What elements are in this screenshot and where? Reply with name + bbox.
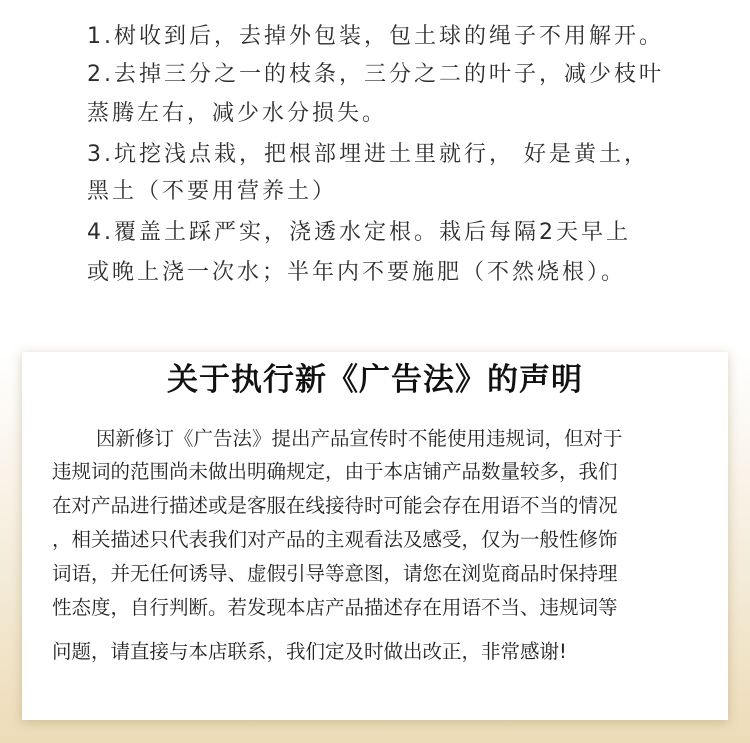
step-2-line-1: 2.去掉三分之一的枝条，三分之二的叶子，减少枝叶: [87, 62, 664, 87]
statement-line-4: ，相关描述只代表我们对产品的主观看法及感受，仅为一般性修饰: [52, 528, 618, 551]
step-4-line-1: 4.覆盖土踩严实，浇透水定根。栽后每隔2天早上: [87, 220, 631, 245]
step-3-line-1: 3.坑挖浅点栽，把根部埋进土里就行， 好是黄土，: [87, 142, 649, 167]
statement-line-3: 在对产品进行描述或是客服在线接待时可能会存在用语不当的情况: [52, 494, 618, 517]
statement-line-6: 性态度，自行判断。若发现本店产品描述存在用语不当、违规词等: [52, 596, 618, 619]
step-2-line-2: 蒸腾左右，减少水分损失。: [87, 101, 388, 126]
step-4-line-2: 或晚上浇一次水；半年内不要施肥（不然烧根）。: [87, 260, 627, 285]
statement-line-2: 违规词的范围尚未做出明确规定，由于本店铺产品数量较多，我们: [52, 460, 618, 483]
statement-line-1: 因新修订《广告法》提出产品宣传时不能使用违规词，但对于: [96, 427, 623, 450]
statement-title: 关于执行新《广告法》的声明: [167, 362, 583, 398]
step-3-line-2: 黑土（不要用营养土）: [87, 179, 338, 204]
planting-instructions: [0, 0, 750, 330]
statement-line-7: 问题，请直接与本店联系，我们定及时做出改正，非常感谢!: [52, 640, 567, 663]
statement-line-5: 词语，并无任何诱导、虚假引导等意图，请您在浏览商品时保持理: [52, 562, 618, 585]
step-1-line: 1.树收到后，去掉外包装，包土球的绳子不用解开。: [87, 24, 664, 49]
